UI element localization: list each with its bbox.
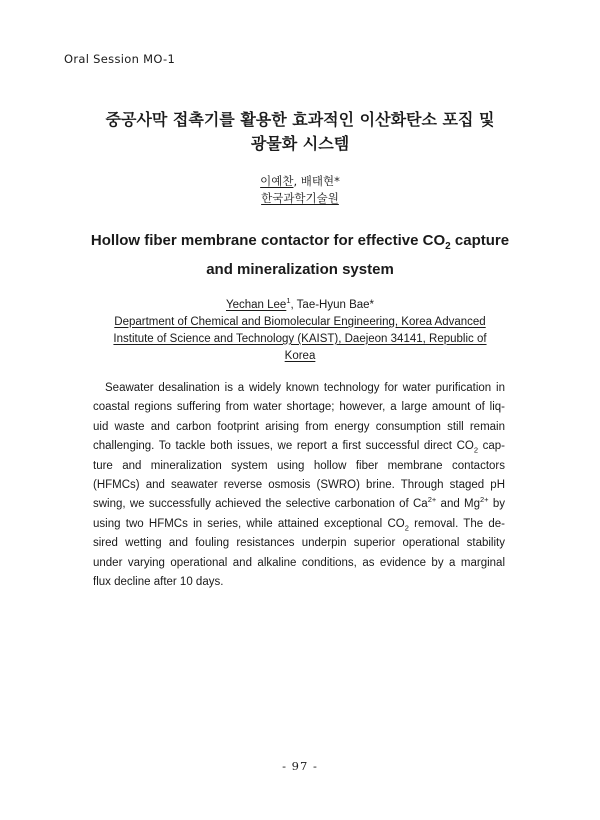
abstract-line: challenging. To tackle both issues, we report a first successful direct $CO_2$ cap- [93, 440, 505, 455]
english-title [0, 229, 600, 281]
english-author-rest: , Tae-Hyun Bae* [290, 298, 375, 311]
korean-author-separator: , [293, 174, 301, 188]
korean-affiliation: 한국과학기술원 [261, 191, 339, 205]
korean-title-line-2: 광물화 시스템 [250, 134, 350, 153]
english-title-line-1: Hollow fiber membrane contactor for effective $CO_2$ capture [90, 232, 510, 252]
abstract-line: using two HFMCs in series, while attained exceptional $CO_2$ removal. The de- [93, 517, 505, 533]
abstract-paragraph [93, 379, 505, 592]
abstract-line: (HFMCs) and seawater reverse osmosis (SWRO) brine. Through staged pH [93, 478, 505, 491]
korean-authors [0, 173, 600, 190]
korean-title [0, 108, 600, 156]
session-label: Oral Session MO-1 [64, 52, 176, 66]
abstract-line: coastal regions suffering from water shortage; however, a large amount of liq- [93, 401, 505, 414]
korean-author-presenter: 이예찬 [260, 174, 294, 188]
english-authors-block [0, 292, 600, 365]
abstract-line: uid waste and carbon footprint arising from energy consumption still remain [93, 420, 505, 433]
abstract-line: under varying operational and alkaline conditions, as evidence by a marginal [93, 556, 505, 569]
korean-title-line-1: 중공사막 접촉기를 활용한 효과적인 이산화탄소 포집 및 [105, 110, 495, 129]
english-author-sup: 1 [286, 296, 291, 305]
abstract-line: flux decline after 10 days. [93, 575, 224, 588]
page-number: - 97 - [282, 759, 318, 773]
english-affiliation-line-1: Department of Chemical and Biomolecular Engineering, Korea Advanced [114, 315, 486, 328]
english-affiliation-line-3: Korea [284, 349, 316, 362]
english-title-subscript: 2 [445, 241, 451, 252]
english-affiliation-line-2: Institute of Science and Technology (KAIST), Daejeon 34141, Republic of [113, 332, 487, 345]
english-author-presenter: Yechan Lee [225, 298, 287, 311]
abstract-line: sired wetting and fouling resistances underpin superior operational stability [93, 537, 505, 550]
abstract-line: ture and mineralization system using hollow fiber membrane contactors [93, 459, 505, 472]
korean-authors-block [0, 173, 600, 207]
abstract-line: Seawater desalination is a widely known technology for water purification in [105, 382, 505, 394]
english-authors [0, 292, 600, 314]
abstract-line: swing, we successfully achieved the selective carbonation of $Ca^{2+}$ and $Mg^{2+}$ by [93, 495, 505, 511]
korean-author-corresponding: 배태현* [300, 174, 340, 188]
english-title-line-2: and mineralization system [206, 261, 394, 278]
